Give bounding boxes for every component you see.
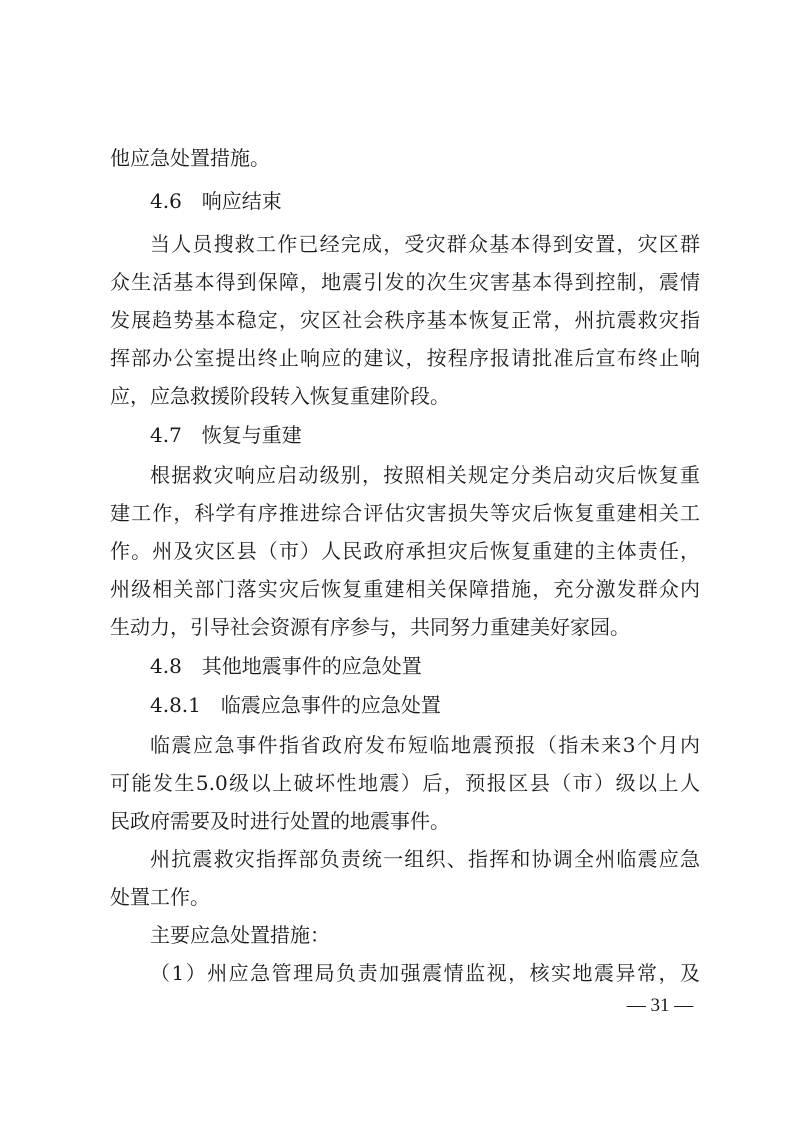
paragraph-line: 建工作，科学有序推进综合评估灾害损失等灾后恢复重建相关工 <box>110 501 700 525</box>
paragraph-line: 应，应急救援阶段转入恢复重建阶段。 <box>110 384 450 408</box>
section-heading-4-6: 4.6 响应结束 <box>150 189 282 213</box>
paragraph-line: 临震应急事件指省政府发布短临地震预报（指未来3个月内 <box>150 733 700 757</box>
paragraph-line: 民政府需要及时进行处置的地震事件。 <box>110 809 450 833</box>
subsection-heading-4-8-1: 4.8.1 临震应急事件的应急处置 <box>150 693 441 717</box>
section-heading-4-8: 4.8 其他地震事件的应急处置 <box>150 654 422 678</box>
paragraph-line: 当人员搜救工作已经完成，受灾群众基本得到安置，灾区群 <box>150 232 700 256</box>
section-heading-4-7: 4.7 恢复与重建 <box>150 423 302 447</box>
paragraph-line: 发展趋势基本稳定，灾区社会秩序基本恢复正常，州抗震救灾指 <box>110 308 700 332</box>
list-item-line: （1）州应急管理局负责加强震情监视，核实地震异常，及 <box>150 961 700 985</box>
paragraph-line: 挥部办公室提出终止响应的建议，按程序报请批准后宣布终止响 <box>110 346 700 370</box>
paragraph-line: 可能发生5.0级以上破坏性地震）后，预报区县（市）级以上人 <box>110 771 700 795</box>
paragraph-continuation-line: 他应急处置措施。 <box>110 146 270 170</box>
paragraph-line: 州抗震救灾指挥部负责统一组织、指挥和协调全州临震应急 <box>150 847 700 871</box>
paragraph-line: 根据救灾响应启动级别，按照相关规定分类启动灾后恢复重 <box>150 463 700 487</box>
page-number: — 31 — <box>626 995 694 1016</box>
paragraph-line: 生动力，引导社会资源有序参与，共同努力重建美好家园。 <box>110 615 630 639</box>
paragraph-line: 主要应急处置措施： <box>150 923 330 947</box>
paragraph-line: 州级相关部门落实灾后恢复重建相关保障措施，充分激发群众内 <box>110 577 700 601</box>
paragraph-line: 众生活基本得到保障，地震引发的次生灾害基本得到控制，震情 <box>110 270 700 294</box>
paragraph-line: 作。州及灾区县（市）人民政府承担灾后恢复重建的主体责任， <box>110 539 700 563</box>
paragraph-line: 处置工作。 <box>110 885 210 909</box>
